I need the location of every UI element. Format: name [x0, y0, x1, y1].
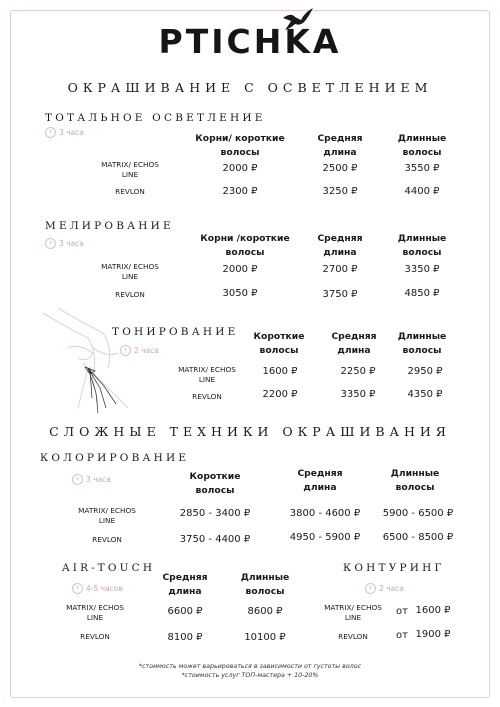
- price-cell: 3750 ₽: [322, 289, 358, 300]
- price-cell: 2200 ₽: [262, 389, 298, 400]
- clock-icon: [365, 583, 376, 594]
- price-cell: 1900 ₽: [415, 629, 451, 640]
- air-touch-title: AIR-TOUCH: [62, 562, 156, 574]
- highlighting-duration: [45, 238, 84, 249]
- column-header-2: Средняя длина: [317, 133, 363, 158]
- column-header-2: Средняя длина: [331, 331, 377, 356]
- brand-revlon: REVLON: [338, 632, 368, 641]
- footnote-density: *стоимость может варьироваться в зависимости от густоты волос: [138, 663, 362, 670]
- brand-revlon: REVLON: [92, 535, 122, 544]
- brand-revlon: REVLON: [115, 290, 145, 299]
- contouring-duration: [365, 583, 404, 594]
- price-cell: 4350 ₽: [407, 389, 443, 400]
- price-cell: 4850 ₽: [404, 288, 440, 299]
- total-lightening-title: ТОТАЛЬНОЕ ОСВЕТЛЕНИЕ: [45, 112, 266, 124]
- price-cell: 6600 ₽: [167, 606, 203, 617]
- section-title-complex: СЛОЖНЫЕ ТЕХНИКИ ОКРАШИВАНИЯ: [49, 424, 451, 439]
- duration-label: 2 часа: [379, 584, 404, 593]
- toning-title: ТОНИРОВАНИЕ: [112, 326, 239, 338]
- brand-revlon: REVLON: [80, 632, 110, 641]
- price-cell: 2700 ₽: [322, 264, 358, 275]
- brand-logo: PTICHKA: [158, 22, 342, 61]
- column-header-3: Длинные волосы: [397, 233, 447, 258]
- price-cell: 2000 ₽: [222, 163, 258, 174]
- column-header-2: Длинные волосы: [240, 572, 290, 597]
- duration-label: 3 часа: [59, 128, 84, 137]
- from-label: от: [396, 606, 408, 617]
- price-cell: 8100 ₽: [167, 632, 203, 643]
- price-cell: 3550 ₽: [404, 163, 440, 174]
- price-cell: 3050 ₽: [222, 288, 258, 299]
- price-cell: 3350 ₽: [404, 264, 440, 275]
- clock-icon: [72, 583, 83, 594]
- section-title-lightening: ОКРАШИВАНИЕ С ОСВЕТЛЕНИЕМ: [67, 80, 433, 95]
- brand-matrix: MATRIX/ ECHOS LINE: [324, 603, 382, 622]
- column-header-3: Длинные волосы: [390, 468, 440, 493]
- total-duration: [45, 127, 84, 138]
- clock-icon: [72, 474, 83, 485]
- brand-matrix: MATRIX/ ECHOS LINE: [101, 262, 159, 281]
- column-header-1: Корни /короткие волосы: [200, 233, 290, 258]
- column-header-1: Короткие волосы: [253, 331, 305, 356]
- footnote-top-master: *стоимость услуг ТОП-мастера + 10-20%: [181, 672, 319, 679]
- brand-matrix: MATRIX/ ECHOS LINE: [101, 160, 159, 179]
- column-header-2: Средняя длина: [297, 468, 343, 493]
- contouring-title: КОНТУРИНГ: [343, 562, 445, 574]
- clock-icon: [45, 238, 56, 249]
- column-header-3: Длинные волосы: [397, 133, 447, 158]
- column-header-1: Корни/ короткие волосы: [195, 133, 285, 158]
- column-header-3: Длинные волосы: [397, 331, 447, 356]
- brand-matrix: MATRIX/ ECHOS LINE: [178, 365, 236, 384]
- clock-icon: [120, 345, 131, 356]
- hands-sketch-illustration: [38, 308, 148, 418]
- price-cell: 3750 - 4400 ₽: [179, 534, 251, 545]
- duration-label: 4-5 часов: [86, 584, 123, 593]
- price-cell: 2300 ₽: [222, 186, 258, 197]
- column-header-2: Средняя длина: [317, 233, 363, 258]
- price-cell: 5900 - 6500 ₽: [382, 508, 454, 519]
- coloring-title: КОЛОРИРОВАНИЕ: [40, 452, 190, 464]
- coloring-duration: [72, 474, 111, 485]
- brand-revlon: REVLON: [192, 392, 222, 401]
- price-cell: 3250 ₽: [322, 186, 358, 197]
- price-cell: 3350 ₽: [340, 389, 376, 400]
- price-cell: 6500 - 8500 ₽: [382, 532, 454, 543]
- column-header-1: Средняя длина: [162, 572, 208, 597]
- price-cell: 2950 ₽: [407, 366, 443, 377]
- brand-matrix: MATRIX/ ECHOS LINE: [78, 506, 136, 525]
- air-touch-duration: [72, 583, 123, 594]
- toning-duration: [120, 345, 159, 356]
- brand-matrix: MATRIX/ ECHOS LINE: [66, 603, 124, 622]
- price-cell: 4400 ₽: [404, 186, 440, 197]
- price-cell: 2250 ₽: [340, 366, 376, 377]
- duration-label: 3 часа: [86, 475, 111, 484]
- price-cell: 2000 ₽: [222, 264, 258, 275]
- duration-label: 2 часа: [134, 346, 159, 355]
- price-cell: 2850 - 3400 ₽: [179, 508, 251, 519]
- clock-icon: [45, 127, 56, 138]
- price-cell: 2500 ₽: [322, 163, 358, 174]
- column-header-1: Короткие волосы: [189, 471, 241, 496]
- brand-revlon: REVLON: [115, 187, 145, 196]
- price-cell: 10100 ₽: [244, 632, 286, 643]
- from-label: от: [396, 630, 408, 641]
- price-cell: 3800 - 4600 ₽: [289, 508, 361, 519]
- highlighting-title: МЕЛИРОВАНИЕ: [45, 220, 174, 232]
- price-cell: 1600 ₽: [262, 366, 298, 377]
- price-cell: 1600 ₽: [415, 605, 451, 616]
- duration-label: 3 часа: [59, 239, 84, 248]
- price-cell: 8600 ₽: [247, 606, 283, 617]
- price-cell: 4950 - 5900 ₽: [289, 532, 361, 543]
